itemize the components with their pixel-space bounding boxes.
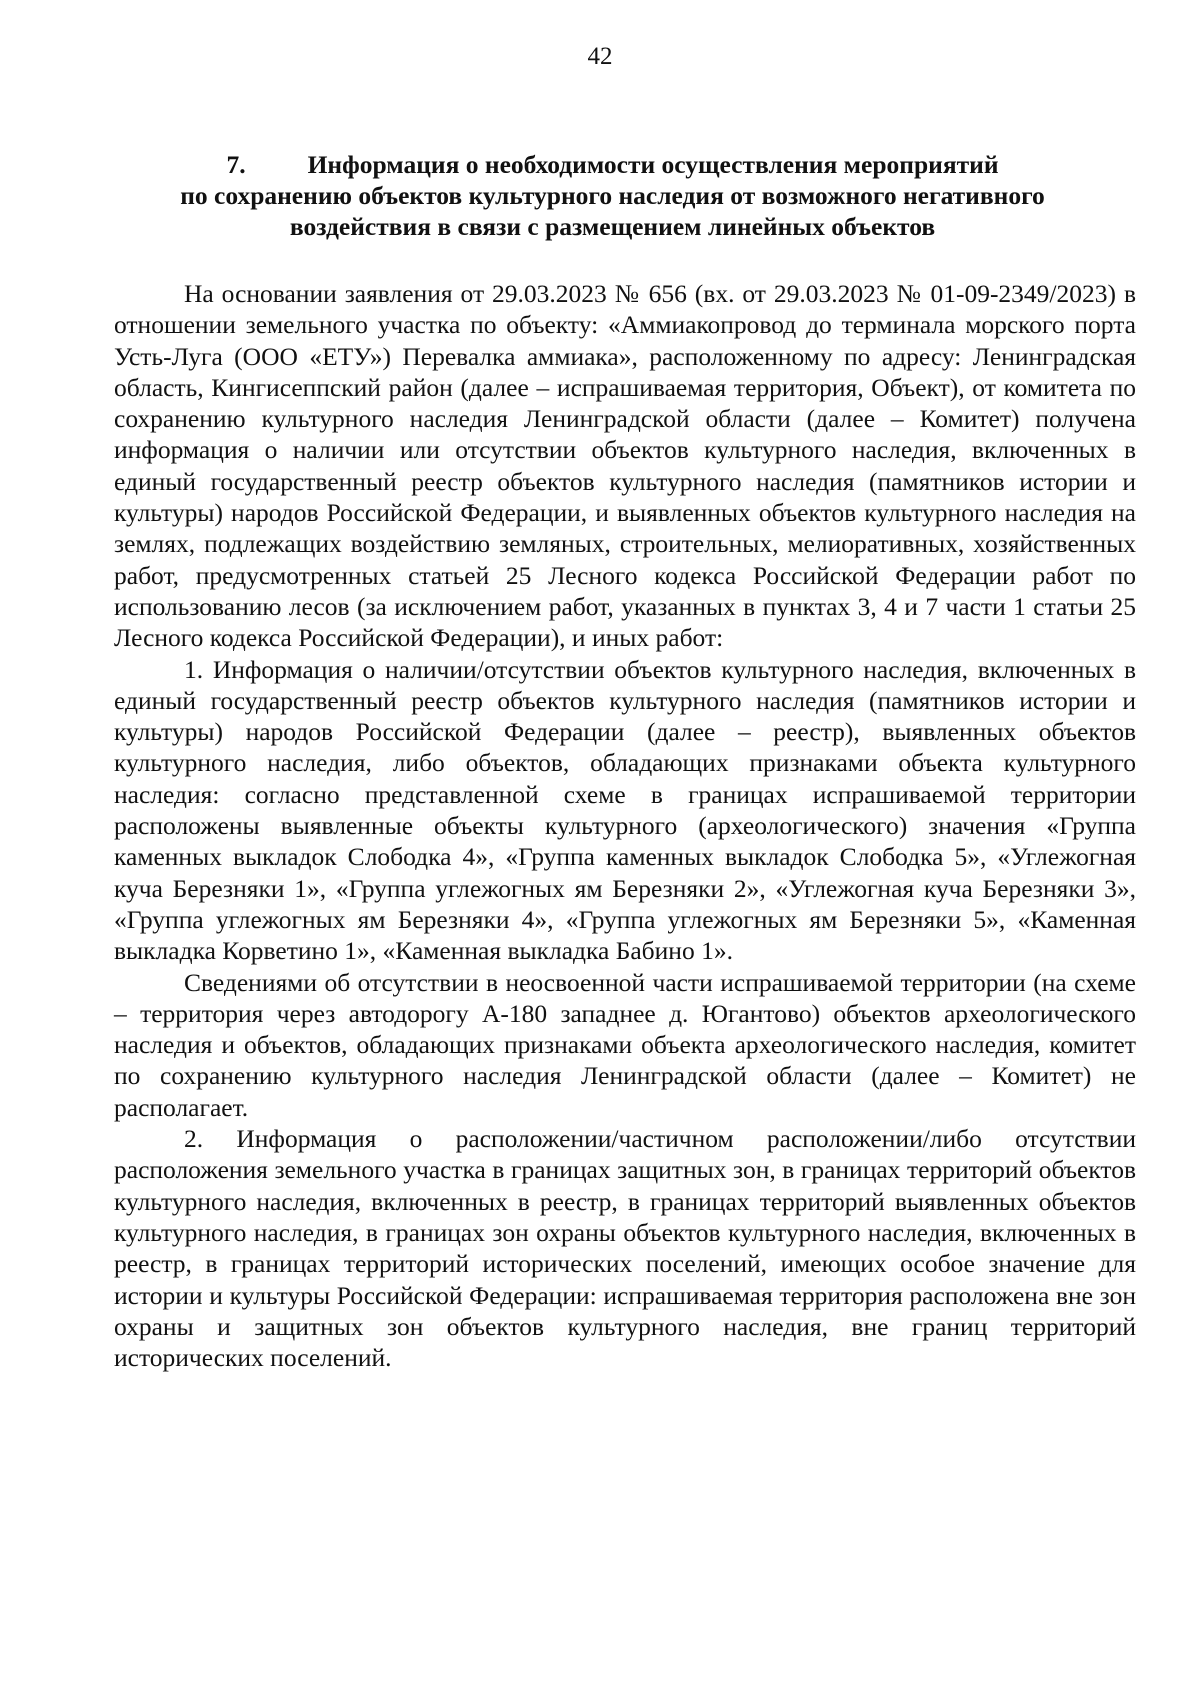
section-heading bbox=[145, 149, 1080, 242]
section-number: 7. bbox=[226, 150, 246, 179]
paragraph-absence-info: Сведениями об отсутствии в неосвоенной части испрашиваемой территории (на схеме – территория через автодорогу А-180 западнее д. Югантово) объектов археологического наследия и объектов, обладающих признаками объекта археологического наследия, комитет по сохранению культурного наследия Ленинградской области (далее – Комитет) не располагает. bbox=[114, 967, 1136, 1122]
paragraph-item-2: 2. Информация о расположении/частичном расположении/либо отсутствии расположения земельного участка в границах защитных зон, в границах территорий объектов культурного наследия, включенных в реестр, в границах территорий выявленных объектов культурного наследия, в границах зон охраны объектов культурного наследия, включенных в реестр, в границах территорий исторических поселений, имеющих особое значение для истории и культуры Российской Федерации: испрашиваемая территория расположена вне зон охраны и защитных зон объектов культурного наследия, вне границ территорий исторических поселений. bbox=[114, 1124, 1136, 1373]
document-body bbox=[114, 278, 1136, 1373]
paragraph-intro: На основании заявления от 29.03.2023 № 656 (вх. от 29.03.2023 № 01-09-2349/2023) в отношении земельного участка по объекту: «Аммиакопровод до терминала морского порта Усть-Луга (ООО «ЕТУ») Перевалка аммиака», расположенному по адресу: Ленинградская область, Кингисеппский район (далее – испрашиваемая территория, Объект), от комитета по сохранению культурного наследия Ленинградской области (далее – Комитет) получена информация о наличии или отсутствии объектов культурного наследия, включенных в единый государственный реестр объектов культурного наследия (памятников истории и культуры) народов Российской Федерации, и выявленных объектов культурного наследия на землях, подлежащих воздействию земляных, строительных, мелиоративных, хозяйственных работ, предусмотренных статьей 25 Лесного кодекса Российской Федерации работ по использованию лесов (за исключением работ, указанных в пунктах 3, 4 и 7 части 1 статьи 25 Лесного кодекса Российской Федерации), и иных работ: bbox=[114, 279, 1136, 653]
paragraph-item-1: 1. Информация о наличии/отсутствии объектов культурного наследия, включенных в единый государственный реестр объектов культурного наследия (памятников истории и культуры) народов Российской Федерации (далее – реестр), выявленных объектов культурного наследия, либо объектов, обладающих признаками объекта культурного наследия: согласно представленной схеме в границах испрашиваемой территории расположены выявленные объекты культурного (археологического) значения «Группа каменных выкладок Слободка 4», «Группа каменных выкладок Слободка 5», «Углежогная куча Березняки 1», «Группа углежогных ям Березняки 2», «Углежогная куча Березняки 3», «Группа углежогных ям Березняки 4», «Группа углежогных ям Березняки 5», «Каменная выкладка Корветино 1», «Каменная выкладка Бабино 1». bbox=[114, 654, 1136, 966]
section-title-rest: по сохранению объектов культурного наследия от возможного негативного воздействия в связи с размещением линейных объектов bbox=[180, 181, 1045, 241]
section-title-line1: Информация о необходимости осуществления мероприятий bbox=[307, 150, 999, 179]
page-number: 42 bbox=[587, 43, 613, 70]
